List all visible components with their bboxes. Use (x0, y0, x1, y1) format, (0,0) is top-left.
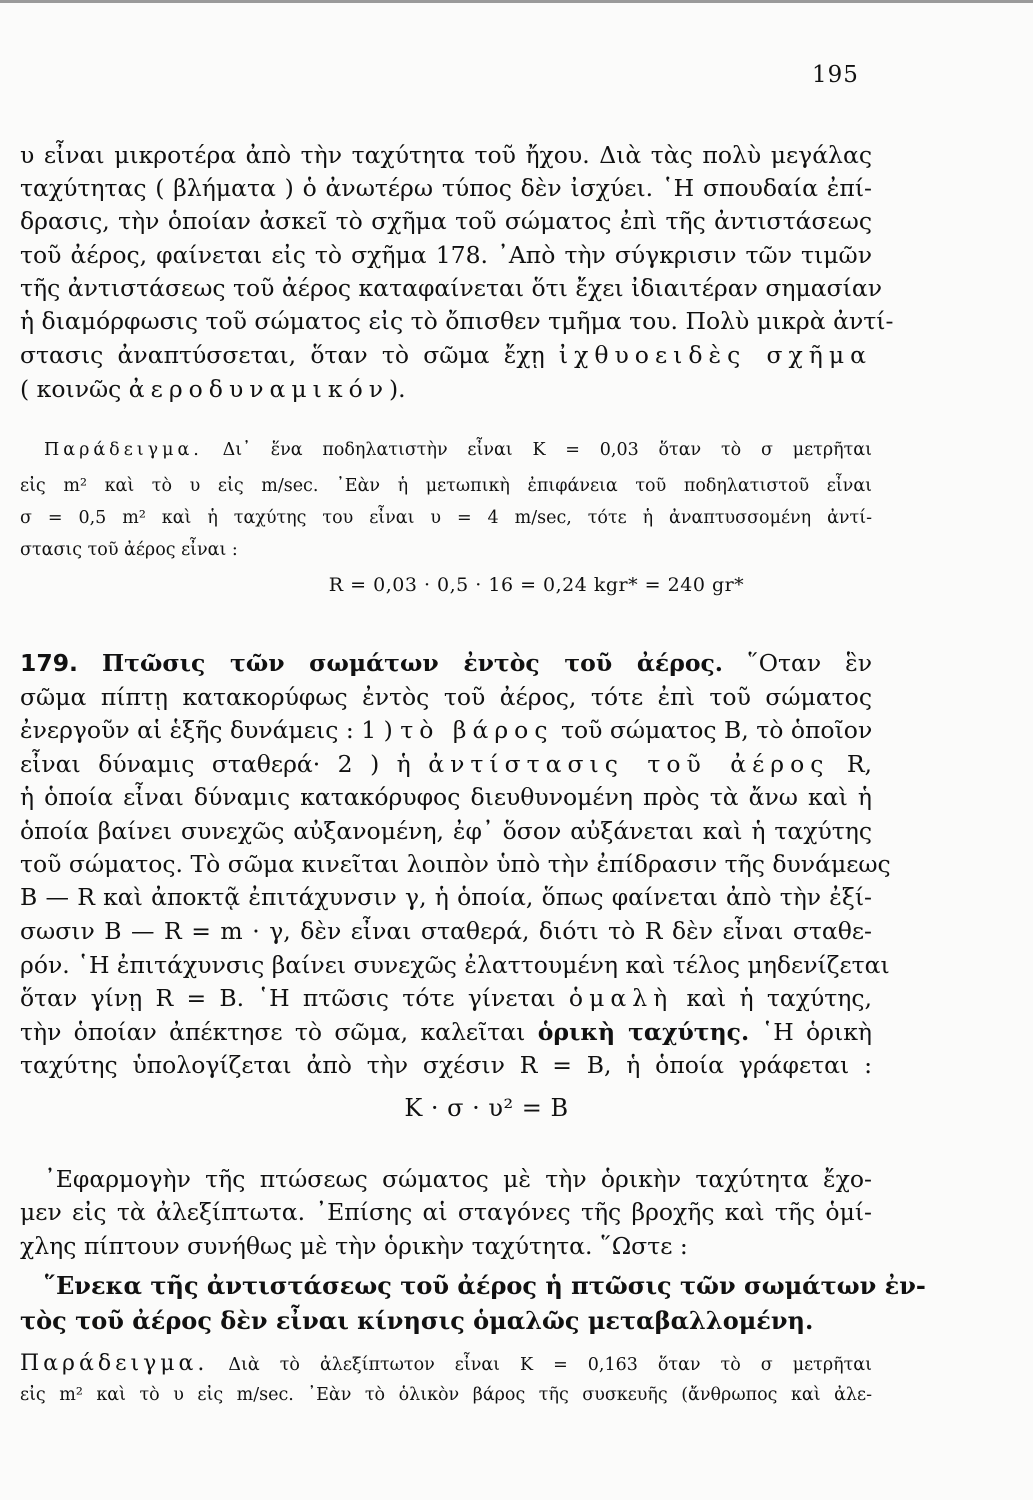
text-run: Δι᾿ ἕνα ποδηλατιστὴν εἶναι K = 0,03 ὅταν τὸ σ μετρῆται (222, 440, 872, 460)
text-line: ρόν. ῾Η ἐπιτάχυνσις βαίνει συνεχῶς ἐλαττουμένη καὶ τέλος μηδενίζεται (20, 951, 890, 979)
example-line (44, 438, 872, 462)
example-line: εἰς m² καὶ τὸ υ εἰς m/sec. ᾿Εὰν τὸ ὁλικὸν βάρος τῆς συσκευῆς (ἄνθρωπος καὶ ἀλε- (20, 1385, 872, 1405)
spaced-emphasis: ἰχθυοειδὲς σχῆμα (558, 341, 872, 369)
text-line (20, 983, 872, 1013)
bold-term: ὁρικὴ ταχύτης. (537, 1018, 750, 1046)
example-line: εἰς m² καὶ τὸ υ εἰς m/sec. ᾿Εὰν ἡ μετωπικὴ ἐπιφάνεια τοῦ ποδηλατιστοῦ εἶναι (20, 476, 872, 496)
text-line (20, 1017, 872, 1047)
spaced-emphasis: ὁμαλὴ (568, 984, 674, 1012)
page-number: 195 (812, 62, 859, 88)
text-line: τῆς ἀντιστάσεως τοῦ ἀέρος καταφαίνεται ὅτι ἔχει ἰδιαιτέραν σημασίαν (20, 274, 883, 302)
example-line: στασις τοῦ ἀέρος εἶναι : (20, 540, 238, 560)
text-line: ἡ ὁποία εἶναι δύναμις κατακόρυφος διευθυνομένη πρὸς τὰ ἄνω καὶ ἡ (20, 783, 872, 811)
text-run: στασις ἀναπτύσσεται, ὅταν τὸ σῶμα ἔχῃ (20, 341, 545, 369)
text-run: R, (846, 750, 872, 778)
text-run: τοῦ σώματος B, τὸ ὁποῖον (560, 716, 873, 744)
text-line: ὁποία βαίνει συνεχῶς αὐξανομένη, ἐφ᾿ ὅσον αὐξάνεται καὶ ἡ ταχύτης (20, 817, 872, 845)
text-line: σῶμα πίπτῃ κατακορύφως ἐντὸς τοῦ ἀέρος, τότε ἐπὶ τοῦ σώματος (20, 683, 872, 711)
text-line: B — R καὶ ἀποκτᾷ ἐπιτάχυνσιν γ, ἡ ὁποία, ὅπως φαίνεται ἀπὸ τὴν ἐξί- (20, 883, 872, 911)
text-line: τοῦ σώματος. Τὸ σῶμα κινεῖται λοιπὸν ὑπὸ τὴν ἐπίδρασιν τῆς δυνάμεως (20, 850, 891, 878)
text-run: τὴν ὁποίαν ἀπέκτησε τὸ σῶμα, καλεῖται (20, 1018, 526, 1046)
equation-terminal-velocity: K · σ · υ² = B (404, 1094, 569, 1122)
text-line: ἡ διαμόρφωσις τοῦ σώματος εἰς τὸ ὄπισθεν τμῆμα του. Πολὺ μικρὰ ἀντί- (20, 307, 894, 335)
spaced-emphasis: ἀεροδυναμικόν (128, 375, 390, 403)
text-line (20, 374, 872, 404)
text-line (20, 715, 872, 745)
section-title: Πτῶσις τῶν σωμάτων ἐντὸς τοῦ ἀέρος. (101, 649, 723, 677)
text-line: μεν εἰς τὰ ἀλεξίπτωτα. ᾿Επίσης αἱ σταγόνες τῆς βροχῆς καὶ τῆς ὁμί- (20, 1198, 872, 1226)
text-line: χλης πίπτουν συνήθως μὲ τὴν ὁρικὴν ταχύτητα. ῞Ωστε : (20, 1232, 688, 1260)
conclusion-line: ῞Ενεκα τῆς ἀντιστάσεως τοῦ ἀέρος ἡ πτῶσις τῶν σωμάτων ἐν- (44, 1271, 926, 1300)
scan-top-edge (0, 0, 1033, 3)
text-run: ὅταν γίνῃ R = B. ῾Η πτῶσις τότε γίνεται (20, 984, 556, 1012)
text-line (20, 749, 872, 779)
text-run: καὶ ἡ ταχύτης, (686, 984, 872, 1012)
example-label: Παράδειγμα. (20, 1351, 209, 1376)
equation-resistance: R = 0,03 · 0,5 · 16 = 0,24 kgr* = 240 gr* (328, 574, 745, 596)
text-line: υ εἶναι μικροτέρα ἀπὸ τὴν ταχύτητα τοῦ ἤχου. Διὰ τὰς πολὺ μεγάλας (20, 141, 872, 169)
example-line (20, 1352, 872, 1377)
text-line: τοῦ ἀέρος, φαίνεται εἰς τὸ σχῆμα 178. ᾿Απὸ τὴν σύγκρισιν τῶν τιμῶν (20, 241, 872, 269)
text-run: ῞Οταν ἓν (746, 649, 872, 677)
conclusion-line: τὸς τοῦ ἀέρος δὲν εἶναι κίνησις ὁμαλῶς μεταβαλλομένη. (20, 1306, 814, 1335)
text-line: ταχύτητας ( βλήματα ) ὁ ἀνωτέρω τύπος δὲν ἰσχύει. ῾Η σπουδαία ἐπί- (20, 174, 872, 202)
text-line (20, 340, 872, 370)
text-run: εἶναι δύναμις σταθερά· 2 ) ἡ (20, 750, 411, 778)
text-line: ταχύτης ὑπολογίζεται ἀπὸ τὴν σχέσιν R = B, ἡ ὁποία γράφεται : (20, 1051, 872, 1079)
spaced-emphasis: ἀντίστασις τοῦ ἀέρος (428, 750, 830, 778)
text-run: ἐνεργοῦν αἱ ἑξῆς δυνάμεις : 1 ) (20, 716, 393, 744)
spaced-emphasis: τὸ βάρος (400, 716, 554, 744)
text-run: ῾Η ὁρικὴ (761, 1018, 872, 1046)
text-run: ( κοινῶς (20, 375, 122, 403)
text-run: ). (389, 375, 406, 403)
example-line: σ = 0,5 m² καὶ ἡ ταχύτης του εἶναι υ = 4 m/sec, τότε ἡ ἀναπτυσσομένη ἀντί- (20, 508, 872, 528)
text-line: δρασις, τὴν ὁποίαν ἀσκεῖ τὸ σχῆμα τοῦ σώματος ἐπὶ τῆς ἀντιστάσεως (20, 207, 872, 235)
text-line: ᾿Εφαρμογὴν τῆς πτώσεως σώματος μὲ τὴν ὁρικὴν ταχύτητα ἔχο- (44, 1165, 872, 1193)
text-line: σωσιν B — R = m · γ, δὲν εἶναι σταθερά, διότι τὸ R δὲν εἶναι σταθε- (20, 917, 872, 945)
section-number: 179. (20, 649, 78, 677)
section-heading-line (20, 648, 872, 678)
example-label: Παράδειγμα. (44, 440, 203, 460)
text-run: Διὰ τὸ ἀλεξίπτωτον εἶναι K = 0,163 ὅταν τὸ σ μετρῆται (228, 1355, 872, 1375)
